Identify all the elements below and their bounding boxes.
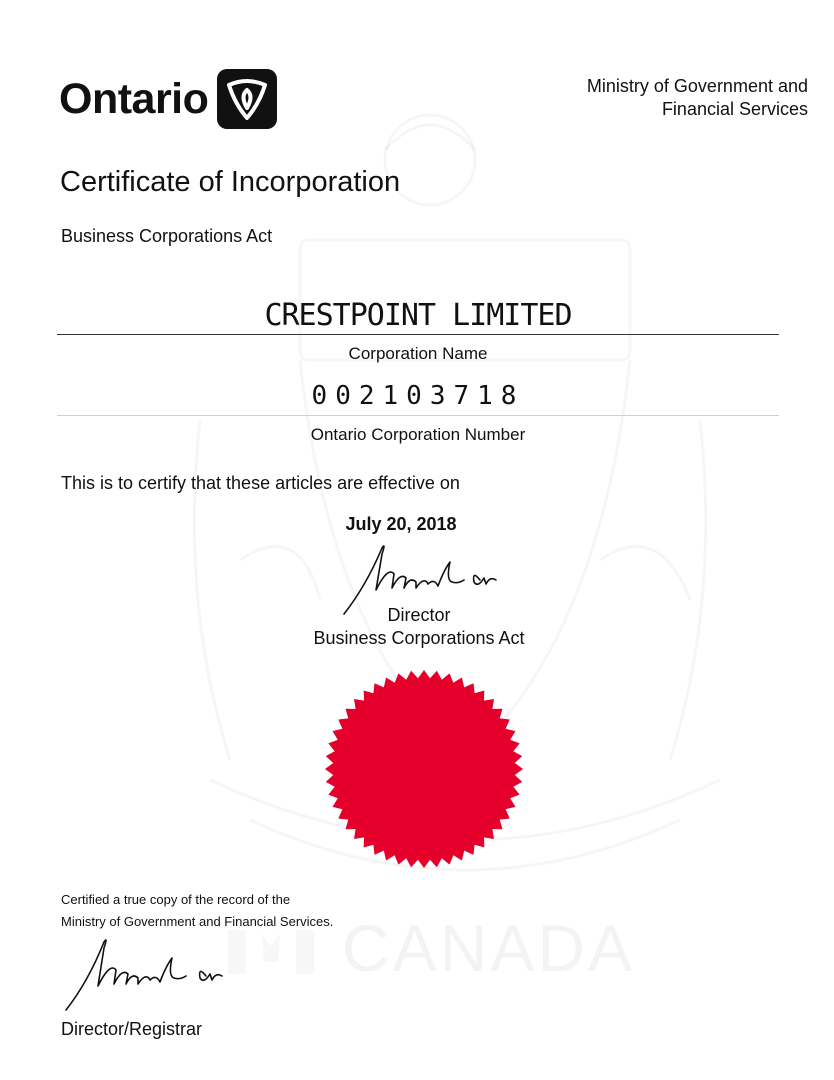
ministry-line-1: Ministry of Government and — [586, 76, 808, 96]
corporation-number-label: Ontario Corporation Number — [310, 425, 526, 444]
registrar-signature — [62, 932, 242, 1016]
corporation-name-label: Corporation Name — [348, 344, 488, 363]
logo-wordmark: Ontario — [59, 75, 209, 123]
certified-copy-line-1: Certified a true copy of the record of the — [61, 892, 291, 907]
red-seal — [324, 669, 524, 869]
corporation-name-underline — [57, 334, 779, 335]
ministry-line-2: Financial Services — [661, 99, 808, 119]
ontario-logo — [59, 66, 309, 132]
ontario-trillium-icon — [216, 68, 278, 130]
signatory-act: Business Corporations Act — [313, 628, 525, 648]
certificate-title: Certificate of Incorporation — [60, 166, 401, 198]
ministry-name — [488, 75, 808, 121]
corporation-number-value: 002103718 — [311, 381, 525, 411]
signatory-title: Director — [387, 605, 451, 625]
canada-watermark — [342, 908, 642, 988]
effective-date: July 20, 2018 — [345, 514, 457, 534]
registrar-title: Director/Registrar — [61, 1019, 203, 1039]
certificate-act: Business Corporations Act — [61, 226, 273, 246]
corporation-number-underline — [57, 415, 779, 416]
certify-statement: This is to certify that these articles are effective on — [61, 473, 460, 493]
corporation-name-value: CRESTPOINT LIMITED — [264, 298, 572, 333]
certified-copy-line-2: Ministry of Government and Financial Services. — [61, 914, 334, 929]
